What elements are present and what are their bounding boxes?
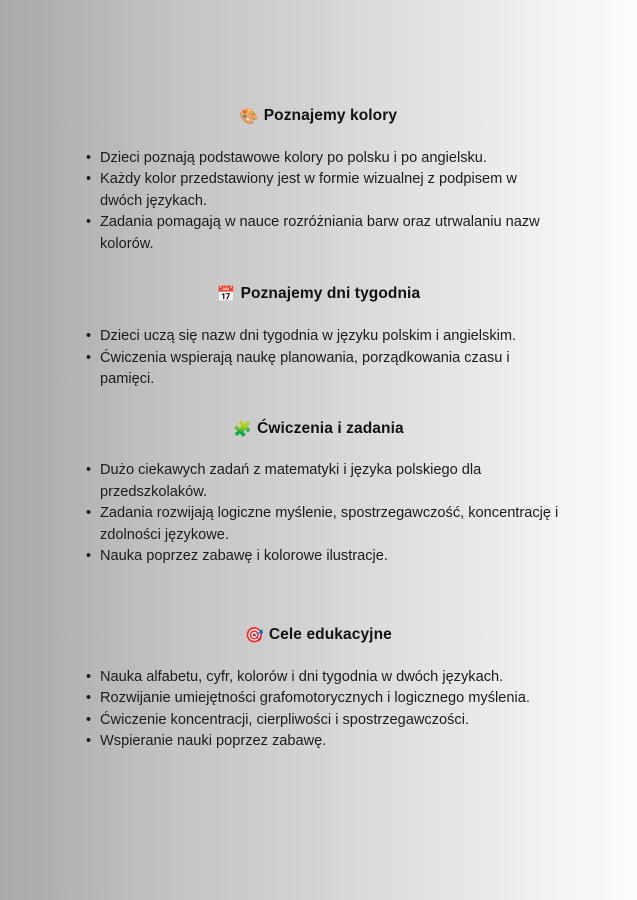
list-item-text: Ćwiczenie koncentracji, cierpliwości i spostrzegawczości. [100, 711, 470, 728]
bullet-marker: • [86, 328, 92, 344]
bullet-marker: • [86, 711, 92, 728]
bullet-marker: • [86, 214, 92, 231]
list-item [0, 212, 637, 255]
bullet-marker: • [86, 149, 92, 166]
list-item [0, 503, 637, 546]
bullet-list-tasks [0, 460, 637, 568]
list-item-text: Każdy kolor przedstawiony jest w formie wizualnej z podpisem w dwóch językach. [100, 171, 517, 209]
bullet-marker: • [86, 733, 92, 749]
list-item-text: Zadania rozwijają logiczne myślenie, spostrzegawczość, koncentrację i zdolności językowe. [100, 505, 559, 543]
list-item-text: Nauka alfabetu, cyfr, kolorów i dni tygodnia w dwóch językach. [100, 668, 504, 685]
section-heading-tasks [0, 419, 637, 439]
list-item [0, 348, 637, 391]
section-poznajemy-dni-tygodnia [0, 284, 637, 390]
bullet-marker: • [86, 690, 92, 706]
list-item-text: Nauka poprzez zabawę i kolorowe ilustracje. [100, 548, 388, 565]
bullet-marker: • [86, 349, 92, 366]
bullet-marker: • [86, 462, 92, 479]
bullet-list-colors [0, 148, 637, 256]
list-item-text: Dzieci poznają podstawowe kolory po polsku i po angielsku. [100, 149, 487, 166]
section-heading-days-text: Poznajemy dni tygodnia [240, 285, 421, 303]
list-item [0, 460, 637, 503]
list-item [0, 148, 637, 170]
section-heading-goals-text: Cele edukacyjne [268, 625, 392, 643]
section-cwiczenia-i-zadania [0, 419, 637, 568]
dart-target-icon: 🎯 [245, 625, 264, 644]
list-item-text: Zadania pomagają w nauce rozróżniania barw oraz utrwalaniu nazw kolorów. [100, 214, 540, 252]
calendar-icon: 📅 [216, 285, 236, 304]
bullet-marker: • [86, 171, 92, 188]
list-item-text: Ćwiczenia wspierają naukę planowania, porządkowania czasu i pamięci. [100, 349, 510, 387]
bullet-marker: • [86, 505, 92, 522]
section-heading-goals [0, 625, 637, 645]
list-item [0, 731, 637, 753]
section-heading-tasks-text: Ćwiczenia i zadania [257, 419, 404, 437]
section-heading-days [0, 284, 637, 304]
section-heading-colors-text: Poznajemy kolory [263, 107, 398, 124]
list-item-text: Dużo ciekawych zadań z matematyki i języka polskiego dla przedszkolaków. [100, 462, 482, 500]
palette-icon: 🎨 [239, 107, 259, 125]
section-poznajemy-kolory [0, 106, 637, 255]
list-item-text: Wspieranie nauki poprzez zabawę. [100, 733, 327, 749]
list-item-text: Rozwijanie umiejętności grafomotorycznych i logicznego myślenia. [100, 690, 530, 706]
list-item [0, 326, 637, 348]
section-cele-edukacyjne [0, 625, 637, 753]
list-item [0, 667, 637, 689]
bullet-list-goals [0, 667, 637, 753]
bullet-marker: • [86, 668, 92, 685]
puzzle-piece-icon: 🧩 [233, 419, 253, 438]
list-item [0, 710, 637, 732]
list-item [0, 169, 637, 212]
list-item [0, 688, 637, 710]
list-item-text: Dzieci uczą się nazw dni tygodnia w języku polskim i angielskim. [100, 328, 517, 344]
bullet-marker: • [86, 548, 92, 565]
section-heading-colors [0, 106, 637, 126]
bullet-list-days [0, 326, 637, 391]
list-item [0, 546, 637, 568]
